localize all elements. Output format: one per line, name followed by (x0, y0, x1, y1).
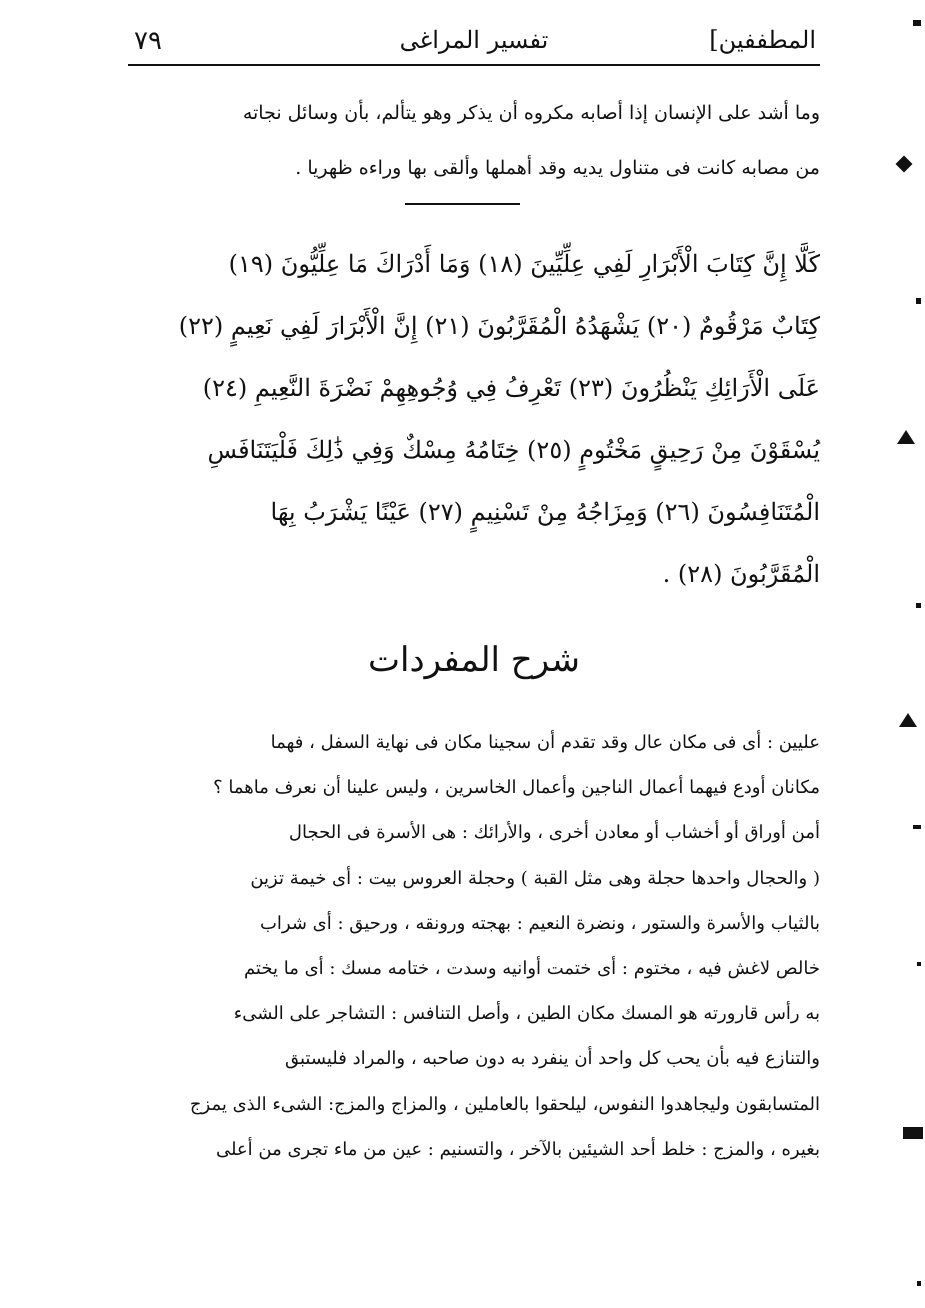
separator-rule (405, 203, 520, 205)
verse-line: الْمُتَنَافِسُونَ (٢٦) وَمِزَاجُهُ مِنْ تَسْنِيمٍ (٢٧) عَيْنًا يَشْرَبُ بِهَا (270, 498, 820, 526)
book-title: تفسير المراغى (399, 26, 549, 54)
vocab-line: المتسابقون وليجاهدوا النفوس، ليلحقوا بالعاملين ، والمزاج والمزج: الشىء الذى يمزج (189, 1093, 820, 1115)
vocab-line: مكانان أودع فيهما أعمال الناجين وأعمال الخاسرين ، وليس علينا أن نعرف ماهما ؟ (213, 777, 820, 799)
scan-mark (913, 20, 921, 26)
scan-mark (916, 603, 921, 608)
vocab-line: خالص لاغش فيه ، مختوم : أى ختمت أوانيه وسدت ، ختامه مسك : أى ما يختم (243, 958, 820, 980)
scan-mark (897, 430, 915, 444)
surah-name: المطففين] (709, 26, 816, 54)
scan-mark (913, 825, 921, 829)
vocab-line: به رأس قارورته هو المسك مكان الطين ، وأصل التنافس : التشاجر على الشىء (233, 1003, 820, 1025)
vocabulary-paragraph (128, 720, 820, 1172)
scan-mark (916, 298, 921, 304)
verse-line: يُسْقَوْنَ مِنْ رَحِيقٍ مَخْتُومٍ (٢٥) خِتَامُهُ مِسْكٌ وَفِي ذَٰلِكَ فَلْيَتَنَافَسِ (207, 436, 820, 464)
intro-line: من مصابه كانت فى متناول يديه وقد أهملها وألقى بها وراءه ظهريا . (295, 157, 820, 179)
vocab-line: أمن أوراق أو أخشاب أو معادن أخرى ، والأرائك : هى الأسرة فى الحجال (288, 822, 820, 844)
vocab-line: ( والحجال واحدها حجلة وهى مثل القبة ) وحجلة العروس بيت : أى خيمة تزين (250, 867, 820, 889)
intro-paragraph (128, 86, 820, 196)
vocab-line: بغيره ، والمزج : خلط أحد الشيئين بالآخر ، والتسنيم : عين من ماء تجرى من أعلى (215, 1138, 820, 1160)
section-title: شرح المفردات (367, 640, 581, 680)
verse-line: كِتَابٌ مَرْقُومٌ (٢٠) يَشْهَدُهُ الْمُقَرَّبُونَ (٢١) إِنَّ الْأَبْرَارَ لَفِي نَعِيمٍ (٢٢) (178, 312, 820, 340)
vocab-line: والتنازع فيه بأن يحب كل واحد أن ينفرد به دون صاحبه ، والمراد فليستبق (284, 1048, 820, 1070)
scan-mark (899, 713, 917, 727)
quran-verses (128, 233, 820, 605)
verse-line: الْمُقَرَّبُونَ (٢٨) . (662, 560, 820, 588)
scan-mark (917, 1281, 921, 1286)
intro-line: وما أشد على الإنسان إذا أصابه مكروه أن يذكر وهو يتألم، بأن وسائل نجاته (242, 102, 820, 124)
scan-mark (903, 1127, 923, 1139)
page-number: ٧٩ (134, 26, 162, 56)
vocab-line: بالثياب والأسرة والستور ، ونضرة النعيم : بهجته ورونقه ، ورحيق : أى شراب (259, 912, 820, 934)
scan-mark (896, 156, 913, 173)
vocab-line: عليين : أى فى مكان عال وقد تقدم أن سجينا مكان فى نهاية السفل ، فهما (270, 732, 820, 753)
verse-line: عَلَى الْأَرَائِكِ يَنْظُرُونَ (٢٣) تَعْرِفُ فِي وُجُوهِهِمْ نَضْرَةَ النَّعِيمِ (٢٤) (202, 374, 820, 402)
scan-mark (917, 962, 921, 966)
page-header (128, 20, 820, 66)
verse-line: كَلَّا إِنَّ كِتَابَ الْأَبْرَارِ لَفِي عِلِّيِّينَ (١٨) وَمَا أَدْرَاكَ مَا عِلِّيُّونَ (١٩) (228, 250, 820, 278)
